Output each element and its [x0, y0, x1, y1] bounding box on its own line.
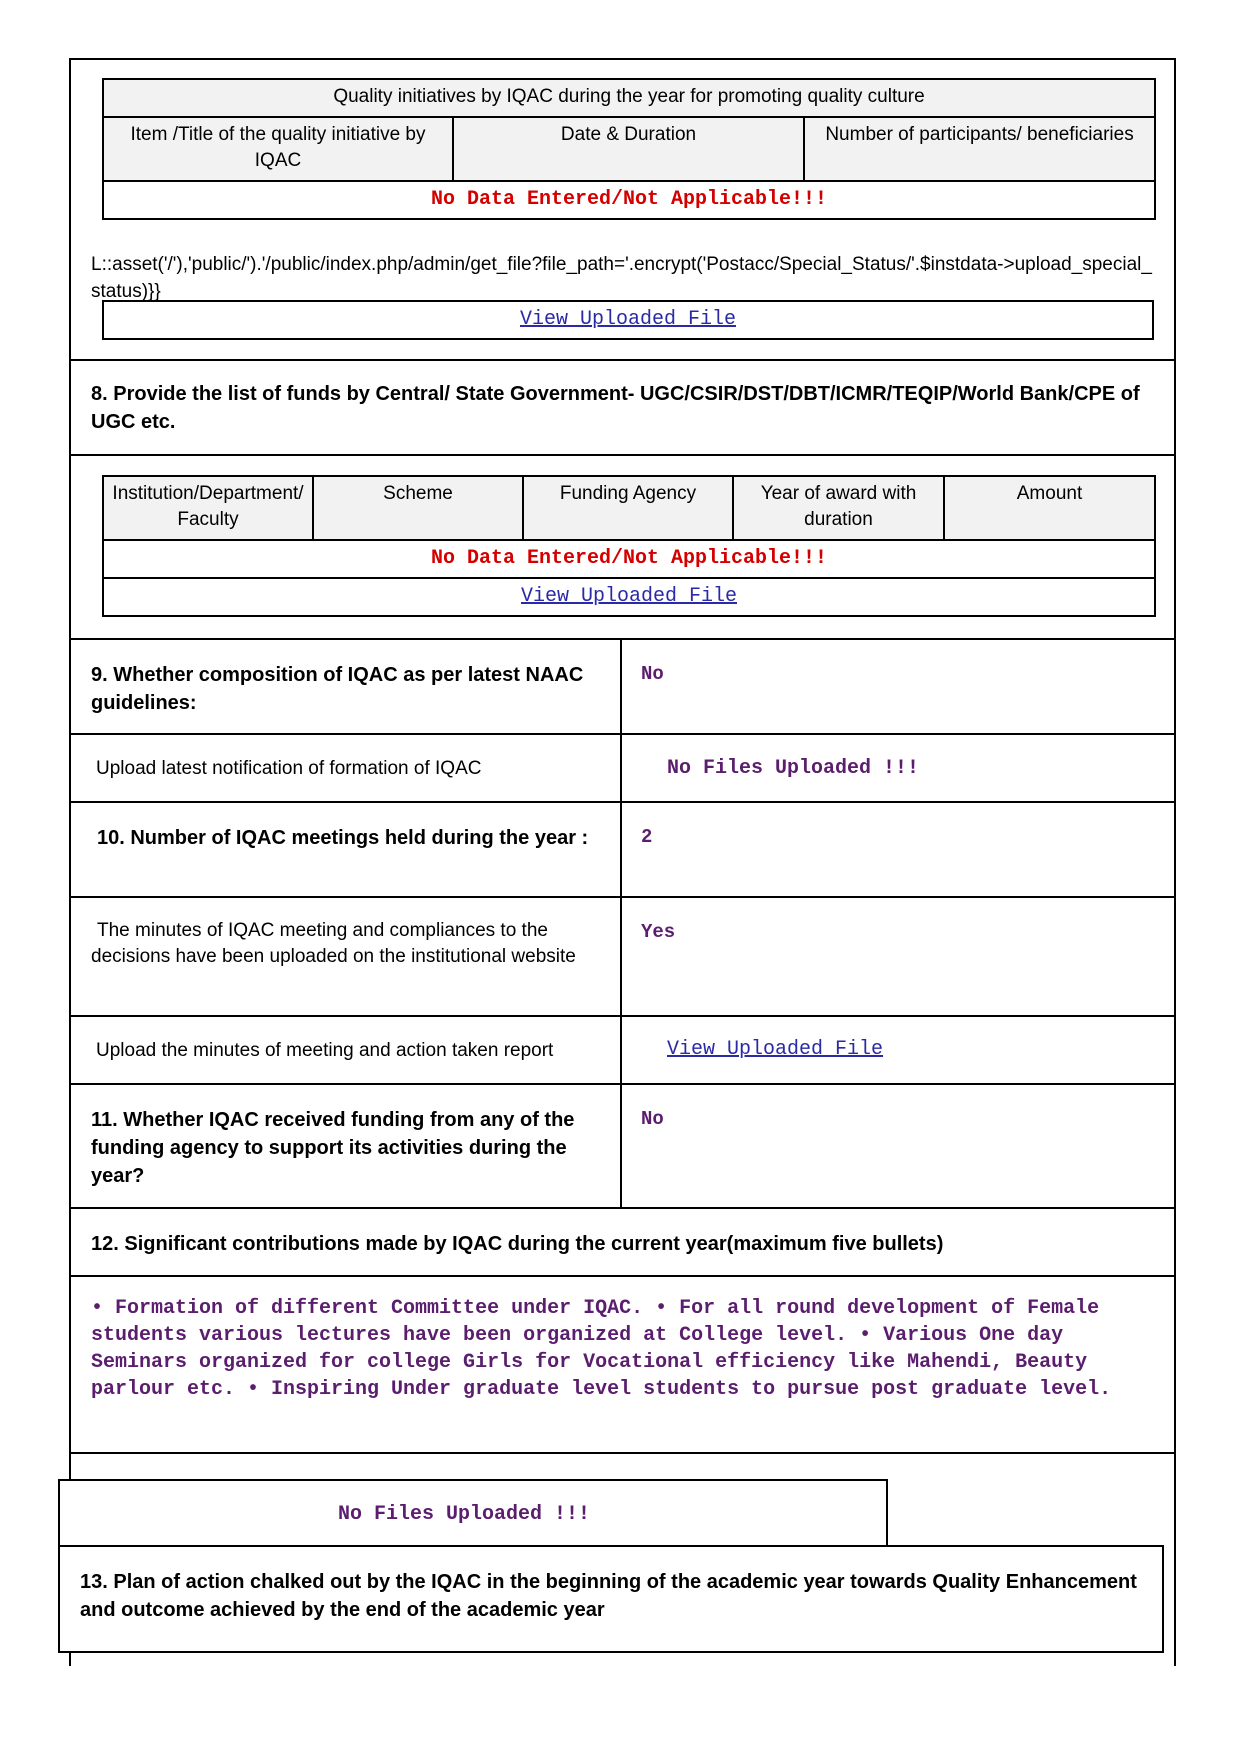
- col-year-award: Year of award with duration: [733, 476, 944, 540]
- divider-4: [69, 733, 1176, 735]
- q9-answer: No: [641, 663, 664, 685]
- col-participants: Number of participants/ beneficiaries: [804, 117, 1155, 181]
- files-box: [58, 1479, 888, 1547]
- view-uploaded-file-link-2[interactable]: View Uploaded File: [520, 585, 738, 608]
- col-date-duration: Date & Duration: [453, 117, 804, 181]
- q12-text: 12. Significant contributions made by IQAC during the current year(maximum five bullets): [91, 1233, 944, 1255]
- quality-table-no-data: No Data Entered/Not Applicable!!!: [103, 181, 1155, 219]
- funds-no-data: No Data Entered/Not Applicable!!!: [103, 540, 1155, 578]
- divider-7: [69, 1015, 1176, 1017]
- funds-table: [102, 475, 1156, 617]
- divider-3: [69, 638, 1176, 640]
- divider-9: [69, 1207, 1176, 1209]
- q13-box: [58, 1545, 1164, 1653]
- divider-11: [69, 1452, 1176, 1454]
- minutes-label: The minutes of IQAC meeting and compliances to the decisions have been uploaded on the institutional website: [91, 920, 576, 967]
- upload-notification-label: Upload latest notification of formation of IQAC: [96, 758, 482, 779]
- divider-8: [69, 1083, 1176, 1085]
- divider-1: [69, 359, 1176, 361]
- divider-6: [69, 896, 1176, 898]
- divider-5: [69, 801, 1176, 803]
- files-box-text: No Files Uploaded !!!: [338, 1503, 591, 1526]
- funds-view-file-cell: [103, 578, 1155, 616]
- divider-2: [69, 454, 1176, 456]
- q8-text: 8. Provide the list of funds by Central/ State Government- UGC/CSIR/DST/DBT/ICMR/TEQIP/World Bank/CPE of UGC etc.: [91, 383, 1140, 433]
- q11-answer: No: [641, 1108, 664, 1130]
- minutes-answer: Yes: [641, 921, 676, 943]
- col-item-title: Item /Title of the quality initiative by IQAC: [103, 117, 453, 181]
- q11-text: 11. Whether IQAC received funding from any of the funding agency to support its activities during the year?: [91, 1109, 575, 1187]
- q13-text: 13. Plan of action chalked out by the IQAC in the beginning of the academic year towards Quality Enhancement and outcome achieved by the end of the academic year: [80, 1571, 1137, 1621]
- q9-text: 9. Whether composition of IQAC as per latest NAAC guidelines:: [91, 664, 584, 714]
- view-file-box-1: [102, 300, 1154, 340]
- column-divider: [620, 638, 622, 1209]
- q10-answer: 2: [641, 826, 653, 848]
- upload-notification-value: No Files Uploaded !!!: [667, 757, 920, 780]
- q12-answer: • Formation of different Committee under IQAC. • For all round development of Female students various lectures have been organized at College level. • Various One day Seminars organized for college Girls for Vocational efficiency like Mahendi, Beauty parlour etc. • Inspiring Under graduate level students to pursue post graduate level.: [91, 1297, 1112, 1401]
- quality-table-title: Quality initiatives by IQAC during the year for promoting quality culture: [103, 79, 1155, 117]
- col-amount: Amount: [944, 476, 1155, 540]
- upload-minutes-label: Upload the minutes of meeting and action taken report: [96, 1040, 554, 1061]
- upload-minutes-link[interactable]: View Uploaded File: [667, 1038, 884, 1061]
- q10-text: 10. Number of IQAC meetings held during the year :: [97, 827, 589, 849]
- divider-10: [69, 1275, 1176, 1277]
- col-institution: Institution/Department/Faculty: [103, 476, 313, 540]
- col-scheme: Scheme: [313, 476, 523, 540]
- quality-initiatives-table: [102, 78, 1156, 220]
- col-funding-agency: Funding Agency: [523, 476, 733, 540]
- code-line: L::asset('/'),'public/').'/public/index.php/admin/get_file?file_path='.encrypt('Postacc/Special_Status/'.$instdata->upload_special_status)}}: [91, 254, 1152, 302]
- view-uploaded-file-link-1[interactable]: View Uploaded File: [519, 308, 737, 331]
